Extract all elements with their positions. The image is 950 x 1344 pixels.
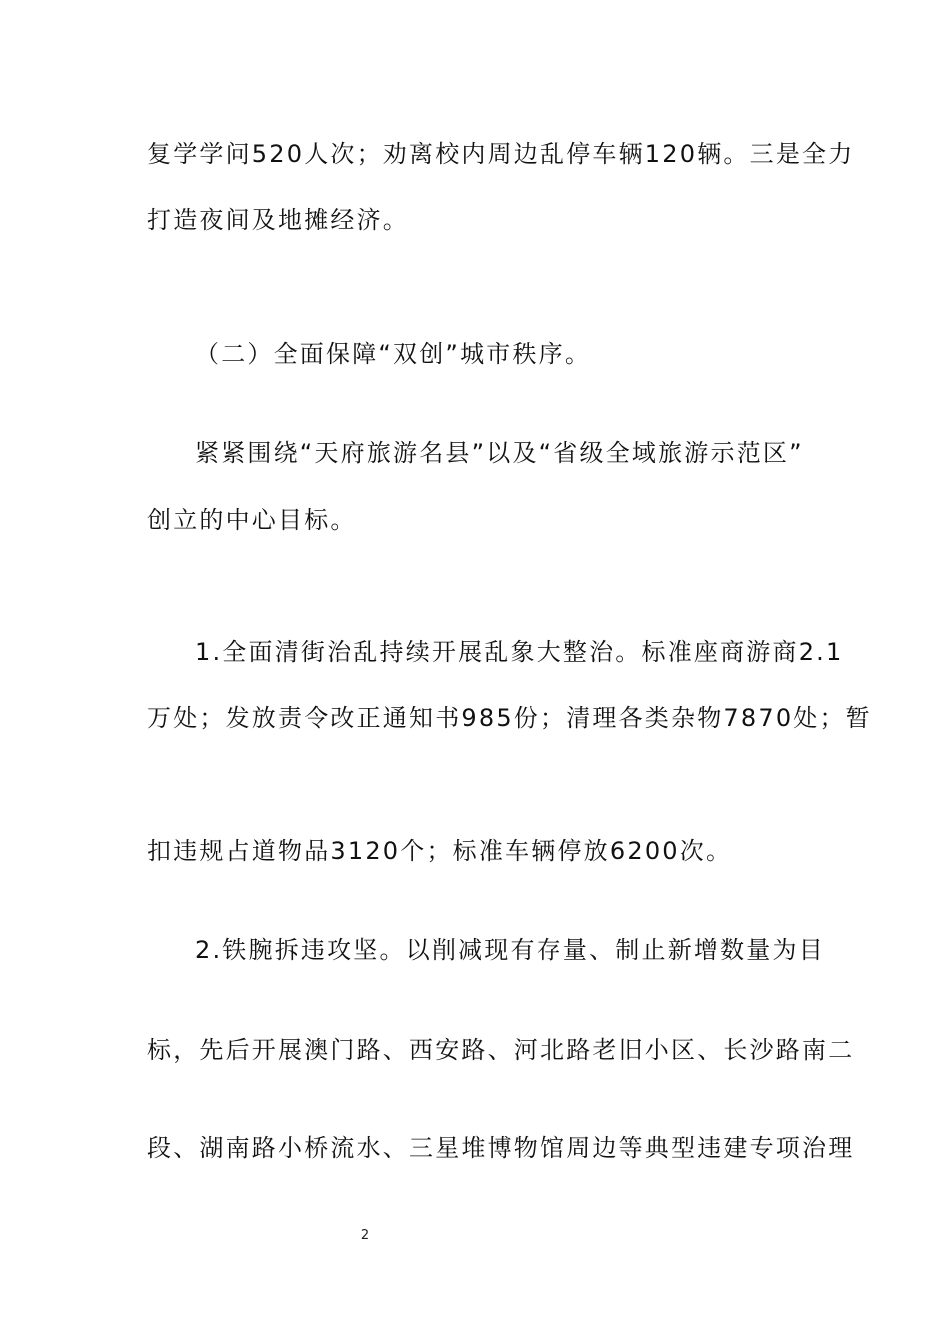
section-heading: （二）全面保障“双创”城市秩序。 — [195, 340, 592, 368]
item-1-line-2: 万处；发放责令改正通知书985份；清理各类杂物7870处；暂 — [147, 704, 872, 732]
text-line-2: 打造夜间及地摊经济。 — [147, 206, 409, 234]
item-2-line-1: 2.铁腕拆违攻坚。以削减现有存量、制止新增数量为目 — [195, 936, 825, 964]
item-1-line-1: 1.全面清街治乱持续开展乱象大整治。标准座商游商2.1 — [195, 638, 844, 666]
item-2-line-2: 标，先后开展澳门路、西安路、河北路老旧小区、长沙路南二 — [147, 1036, 855, 1064]
page-number: 2 — [360, 1228, 370, 1243]
item-1-line-3: 扣违规占道物品3120个；标准车辆停放6200次。 — [147, 837, 733, 865]
text-line-1: 复学学问520人次；劝离校内周边乱停车辆120辆。三是全力 — [147, 140, 855, 168]
text-line-4: 创立的中心目标。 — [147, 506, 357, 534]
item-2-line-3: 段、湖南路小桥流水、三星堆博物馆周边等典型违建专项治理 — [147, 1134, 855, 1162]
text-line-3: 紧紧围绕“天府旅游名县”以及“省级全域旅游示范区” — [195, 439, 804, 467]
